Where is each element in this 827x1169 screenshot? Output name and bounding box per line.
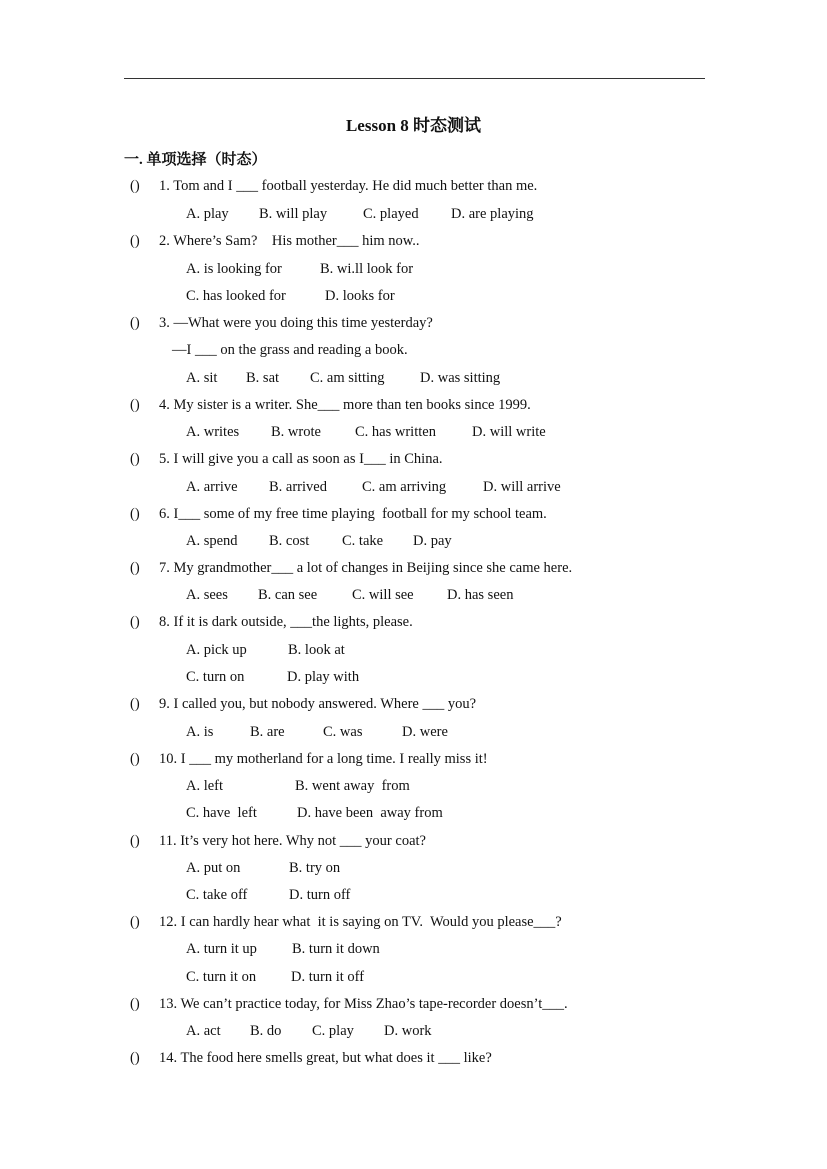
option-a: A. is <box>186 724 214 740</box>
option-d: D. have been away from <box>297 805 443 821</box>
question-text: 1. Tom and I ___ football yesterday. He did much better than me. <box>159 178 538 194</box>
question-2 <box>130 233 420 250</box>
question-text: 5. I will give you a call as soon as I___ in China. <box>159 451 443 467</box>
option-d: D. was sitting <box>420 370 501 386</box>
option-a: A. arrive <box>186 479 238 495</box>
question-text: 11. It’s very hot here. Why not ___ your coat? <box>159 833 426 849</box>
question-text: 4. My sister is a writer. She___ more than ten books since 1999. <box>159 397 531 413</box>
answer-blank[interactable]: () <box>130 506 140 522</box>
option-d: D. turn off <box>289 887 351 903</box>
option-b: B. try on <box>289 860 341 876</box>
question-10 <box>130 751 488 768</box>
option-b: B. wi.ll look for <box>320 261 414 277</box>
question-4 <box>130 397 531 414</box>
option-c: C. played <box>363 206 419 222</box>
question-13 <box>130 996 568 1013</box>
option-a: A. writes <box>186 424 240 440</box>
page-title: Lesson 8 时态测试 <box>345 116 482 135</box>
question-text: 9. I called you, but nobody answered. Where ___ you? <box>159 696 477 712</box>
option-c: C. am arriving <box>362 479 447 495</box>
option-d: D. were <box>402 724 448 740</box>
option-a: A. play <box>186 206 229 222</box>
option-d: D. pay <box>413 533 452 549</box>
option-a: A. left <box>186 778 224 794</box>
option-b: B. look at <box>288 642 345 658</box>
option-d: D. will write <box>472 424 546 440</box>
answer-blank[interactable]: () <box>130 1050 140 1066</box>
question-1 <box>130 178 537 195</box>
option-a: A. sit <box>186 370 218 386</box>
option-a: A. act <box>186 1023 221 1039</box>
option-b: B. sat <box>246 370 280 386</box>
option-d: D. turn it off <box>291 969 365 985</box>
option-d: D. will arrive <box>483 479 561 495</box>
answer-blank[interactable]: () <box>130 696 140 712</box>
option-c: C. will see <box>352 587 414 603</box>
answer-blank[interactable]: () <box>130 315 140 331</box>
question-text: 7. My grandmother___ a lot of changes in Beijing since she came here. <box>159 560 573 576</box>
answer-blank[interactable]: () <box>130 451 140 467</box>
answer-blank[interactable]: () <box>130 833 140 849</box>
question-text: 14. The food here smells great, but what does it ___ like? <box>159 1050 492 1066</box>
option-a: A. spend <box>186 533 238 549</box>
option-c: C. turn on <box>186 669 245 685</box>
section-heading: 一. 单项选择（时态） <box>124 152 267 168</box>
question-text: 6. I___ some of my free time playing football for my school team. <box>159 506 547 522</box>
question-12 <box>130 914 562 931</box>
option-c: C. was <box>323 724 363 740</box>
answer-blank[interactable]: () <box>130 914 140 930</box>
option-d: D. are playing <box>451 206 534 222</box>
option-b: B. went away from <box>295 778 410 794</box>
option-b: B. wrote <box>271 424 321 440</box>
answer-blank[interactable]: () <box>130 560 140 576</box>
option-c: C. have left <box>186 805 257 821</box>
header-rule <box>124 78 705 79</box>
option-a: A. is looking for <box>186 261 282 277</box>
option-d: D. work <box>384 1023 432 1039</box>
option-c: C. has looked for <box>186 288 286 304</box>
option-a: A. sees <box>186 587 228 603</box>
answer-blank[interactable]: () <box>130 996 140 1012</box>
option-c: C. take <box>342 533 384 549</box>
option-d: D. looks for <box>325 288 395 304</box>
option-c: C. turn it on <box>186 969 257 985</box>
option-a: A. pick up <box>186 642 247 658</box>
answer-blank[interactable]: () <box>130 397 140 413</box>
option-c: C. take off <box>186 887 248 903</box>
option-d: D. play with <box>287 669 360 685</box>
option-b: B. arrived <box>269 479 327 495</box>
option-b: B. can see <box>258 587 318 603</box>
answer-blank[interactable]: () <box>130 178 140 194</box>
option-a: A. turn it up <box>186 941 257 957</box>
question-text: 12. I can hardly hear what it is saying on TV. Would you please___? <box>159 914 562 930</box>
question-text: 13. We can’t practice today, for Miss Zhao’s tape-recorder doesn’t___. <box>159 996 568 1012</box>
answer-blank[interactable]: () <box>130 233 140 249</box>
question-text: 10. I ___ my motherland for a long time. I really miss it! <box>159 751 488 767</box>
question-continuation: —I ___ on the grass and reading a book. <box>172 342 408 358</box>
question-6 <box>130 506 547 523</box>
question-3 <box>130 315 433 332</box>
option-b: B. are <box>250 724 285 740</box>
option-c: C. has written <box>355 424 436 440</box>
option-b: B. do <box>250 1023 282 1039</box>
option-c: C. play <box>312 1023 354 1039</box>
question-5 <box>130 451 443 468</box>
option-a: A. put on <box>186 860 241 876</box>
question-text: 8. If it is dark outside, ___the lights, please. <box>159 614 413 630</box>
question-14 <box>130 1050 492 1067</box>
question-8 <box>130 614 413 631</box>
option-d: D. has seen <box>447 587 514 603</box>
question-text: 3. —What were you doing this time yesterday? <box>159 315 433 331</box>
option-b: B. will play <box>259 206 328 222</box>
option-c: C. am sitting <box>310 370 385 386</box>
question-11 <box>130 833 426 850</box>
option-b: B. turn it down <box>292 941 380 957</box>
question-9 <box>130 696 476 713</box>
question-7 <box>130 560 572 577</box>
question-text: 2. Where’s Sam? His mother___ him now.. <box>159 233 420 249</box>
option-b: B. cost <box>269 533 310 549</box>
answer-blank[interactable]: () <box>130 614 140 630</box>
answer-blank[interactable]: () <box>130 751 140 767</box>
